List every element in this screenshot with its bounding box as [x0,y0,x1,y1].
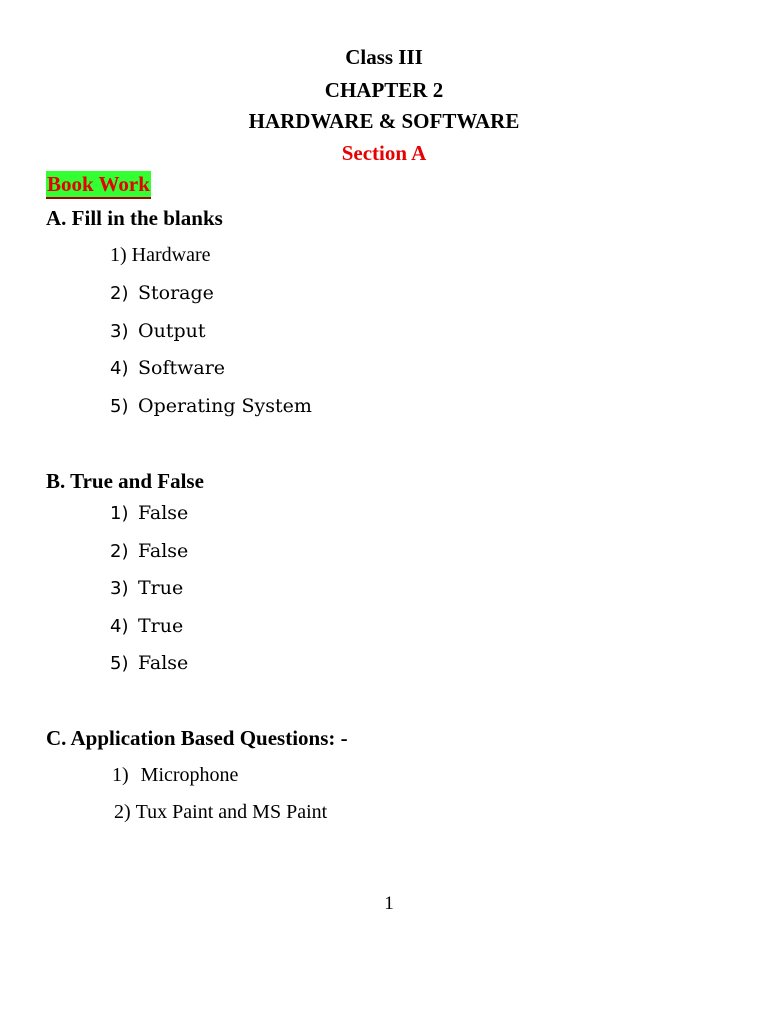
item-text: Microphone [140,764,239,786]
section-label: Section A [341,141,427,165]
list-item [110,650,188,677]
item-number: 1) [112,764,129,786]
item-text: Operating System [138,395,312,417]
item-text: Hardware [131,244,211,266]
item-number: 5) [110,653,129,674]
item-text: False [138,652,189,674]
item-number: 2) [110,283,129,304]
item-text: Storage [138,282,214,304]
item-number: 3) [110,578,129,599]
item-text: Output [138,320,206,342]
item-text: Tux Paint and MS Paint [135,801,328,823]
list-item [112,762,238,788]
item-number: 3) [110,321,129,342]
chapter-number: CHAPTER 2 [324,78,444,102]
list-item [110,538,188,565]
book-work-label: Book Work [46,171,151,199]
fill-blanks-heading: A. Fill in the blanks [46,206,223,230]
item-number: 1) [110,503,129,524]
item-number: 2) [110,541,129,562]
item-text: False [138,502,189,524]
class-title: Class III [345,45,423,69]
item-text: False [138,540,189,562]
chapter-title: HARDWARE & SOFTWARE [248,109,520,133]
list-item [110,318,205,345]
list-item [110,393,312,420]
list-item [110,500,188,527]
list-item [110,613,183,640]
list-item [114,799,327,825]
item-text: Software [138,357,226,379]
list-item [110,355,225,382]
application-questions-heading: C. Application Based Questions: - [46,726,348,750]
item-number: 5) [110,396,129,417]
item-number: 1) [110,244,127,266]
item-number: 2) [114,801,131,823]
list-item [110,575,183,602]
list-item [110,242,211,268]
item-number: 4) [110,358,129,379]
page-number: 1 [384,893,394,914]
item-text: True [138,615,184,637]
list-item [110,280,214,307]
true-false-heading: B. True and False [46,469,204,493]
item-number: 4) [110,616,129,637]
item-text: True [138,577,184,599]
